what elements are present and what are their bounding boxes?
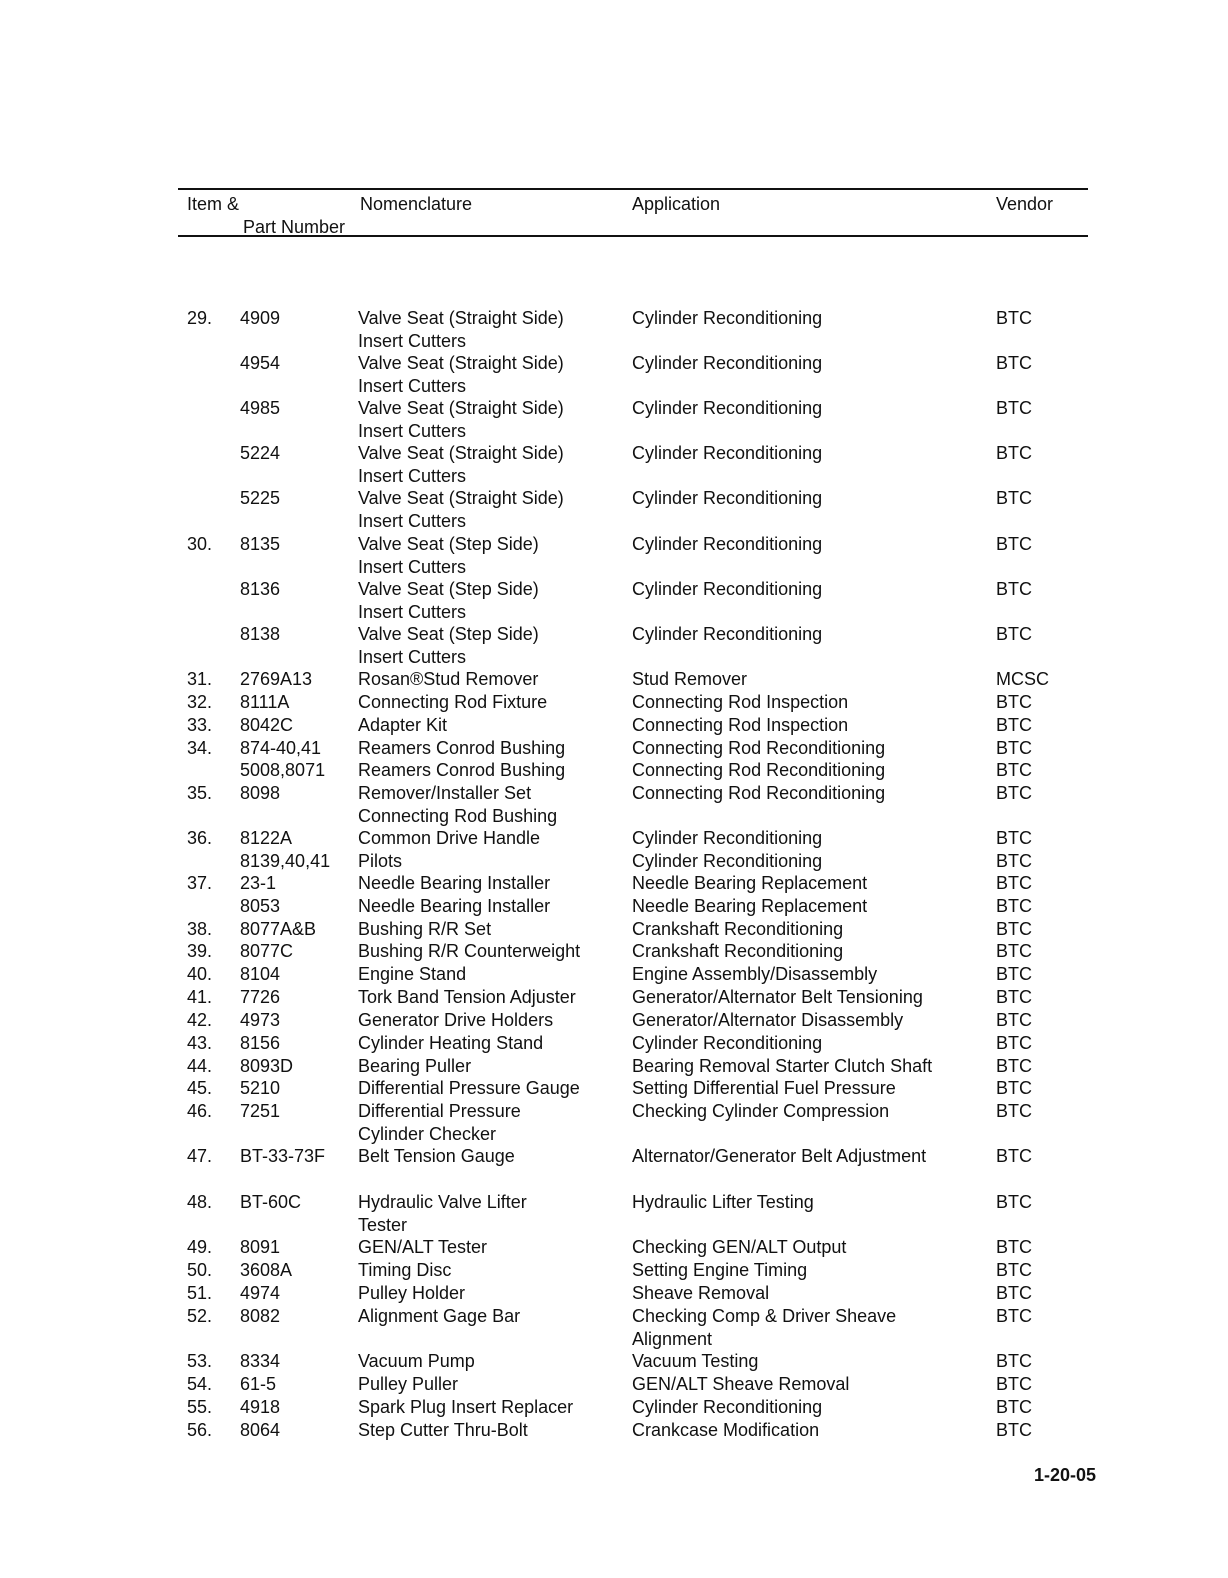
vendor: BTC — [996, 851, 1032, 871]
vendor: BTC — [996, 579, 1032, 599]
part-number: 4954 — [240, 353, 281, 373]
application: Setting Engine Timing — [632, 1260, 808, 1280]
application: Cylinder Reconditioning — [632, 534, 823, 554]
vendor: BTC — [996, 1260, 1032, 1280]
part-number: 5008,8071 — [240, 760, 326, 780]
part-number: 3608A — [240, 1260, 293, 1280]
nomenclature: Reamers Conrod Bushing — [358, 738, 566, 758]
part-number: 23-1 — [240, 873, 277, 893]
nomenclature-continued: Connecting Rod Bushing — [358, 805, 558, 826]
nomenclature: Generator Drive Holders — [358, 1010, 554, 1030]
vendor: BTC — [996, 896, 1032, 916]
vendor: BTC — [996, 1192, 1032, 1212]
header-application-label: Application — [632, 194, 721, 214]
application: Cylinder Reconditioning — [632, 353, 823, 373]
application: Connecting Rod Inspection — [632, 692, 849, 712]
nomenclature: Valve Seat (Straight Side) — [358, 398, 564, 418]
nomenclature: Tork Band Tension Adjuster — [358, 987, 576, 1007]
nomenclature: Valve Seat (Step Side) — [358, 579, 539, 599]
application: Cylinder Reconditioning — [632, 1033, 823, 1053]
item-number: 42. — [187, 1010, 213, 1030]
vendor: BTC — [996, 1101, 1032, 1121]
application: Connecting Rod Reconditioning — [632, 738, 886, 758]
part-number: 8077A&B — [240, 919, 317, 939]
part-number: 4909 — [240, 308, 281, 328]
header-part-label: Part Number — [243, 217, 346, 237]
item-number: 53. — [187, 1351, 213, 1371]
item-number: 52. — [187, 1306, 213, 1326]
nomenclature: Bushing R/R Set — [358, 919, 492, 939]
nomenclature: GEN/ALT Tester — [358, 1237, 488, 1257]
nomenclature: Remover/Installer Set — [358, 783, 532, 803]
item-number: 41. — [187, 987, 213, 1007]
item-number: 47. — [187, 1146, 213, 1166]
part-number: 5210 — [240, 1078, 281, 1098]
vendor: BTC — [996, 488, 1032, 508]
item-number: 39. — [187, 941, 213, 961]
nomenclature-continued: Insert Cutters — [358, 646, 467, 667]
application: Cylinder Reconditioning — [632, 1397, 823, 1417]
vendor: BTC — [996, 353, 1032, 373]
part-number: BT-33-73F — [240, 1146, 326, 1166]
application: Bearing Removal Starter Clutch Shaft — [632, 1056, 933, 1076]
item-number: 48. — [187, 1192, 213, 1212]
vendor: MCSC — [996, 669, 1049, 689]
part-number: 5224 — [240, 443, 281, 463]
nomenclature: Needle Bearing Installer — [358, 873, 551, 893]
vendor: BTC — [996, 1374, 1032, 1394]
nomenclature-continued: Insert Cutters — [358, 465, 467, 486]
part-number: 8138 — [240, 624, 281, 644]
item-number: 54. — [187, 1374, 213, 1394]
part-number: 8139,40,41 — [240, 851, 331, 871]
nomenclature: Bushing R/R Counterweight — [358, 941, 581, 961]
item-number: 37. — [187, 873, 213, 893]
item-number: 43. — [187, 1033, 213, 1053]
nomenclature: Valve Seat (Straight Side) — [358, 353, 564, 373]
application: Crankshaft Reconditioning — [632, 941, 844, 961]
nomenclature: Hydraulic Valve Lifter — [358, 1192, 527, 1212]
part-number: 8156 — [240, 1033, 281, 1053]
vendor: BTC — [996, 760, 1032, 780]
application: Connecting Rod Inspection — [632, 715, 849, 735]
nomenclature: Rosan®Stud Remover — [358, 669, 539, 689]
application: Cylinder Reconditioning — [632, 624, 823, 644]
header-top-rule — [178, 188, 1088, 190]
application: Hydraulic Lifter Testing — [632, 1192, 814, 1212]
item-number: 30. — [187, 534, 213, 554]
item-number: 34. — [187, 738, 213, 758]
item-number: 44. — [187, 1056, 213, 1076]
nomenclature-continued: Tester — [358, 1214, 408, 1235]
vendor: BTC — [996, 624, 1032, 644]
item-number: 29. — [187, 308, 213, 328]
nomenclature: Connecting Rod Fixture — [358, 692, 548, 712]
application: Sheave Removal — [632, 1283, 770, 1303]
vendor: BTC — [996, 1078, 1032, 1098]
application: Cylinder Reconditioning — [632, 579, 823, 599]
part-number: 8122A — [240, 828, 293, 848]
header-nomenclature-label: Nomenclature — [360, 194, 473, 214]
part-number: 61-5 — [240, 1374, 277, 1394]
item-number: 38. — [187, 919, 213, 939]
nomenclature-continued: Insert Cutters — [358, 556, 467, 577]
part-number: 8093D — [240, 1056, 294, 1076]
nomenclature-continued: Insert Cutters — [358, 375, 467, 396]
nomenclature: Valve Seat (Straight Side) — [358, 308, 564, 328]
vendor: BTC — [996, 1237, 1032, 1257]
part-number: 8136 — [240, 579, 281, 599]
nomenclature: Pulley Puller — [358, 1374, 459, 1394]
application: Cylinder Reconditioning — [632, 488, 823, 508]
vendor: BTC — [996, 1397, 1032, 1417]
part-number: 5225 — [240, 488, 281, 508]
item-number: 46. — [187, 1101, 213, 1121]
application: Needle Bearing Replacement — [632, 873, 868, 893]
part-number: 7251 — [240, 1101, 281, 1121]
part-number: 8077C — [240, 941, 294, 961]
application: Cylinder Reconditioning — [632, 308, 823, 328]
page-number: 1-20-05 — [1034, 1465, 1097, 1485]
nomenclature: Spark Plug Insert Replacer — [358, 1397, 574, 1417]
vendor: BTC — [996, 828, 1032, 848]
part-number: 4974 — [240, 1283, 281, 1303]
nomenclature: Differential Pressure Gauge — [358, 1078, 580, 1098]
vendor: BTC — [996, 1010, 1032, 1030]
nomenclature-continued: Insert Cutters — [358, 420, 467, 441]
application: Generator/Alternator Belt Tensioning — [632, 987, 923, 1007]
part-number: 874-40,41 — [240, 738, 322, 758]
application: Cylinder Reconditioning — [632, 398, 823, 418]
item-number: 33. — [187, 715, 213, 735]
nomenclature-continued: Insert Cutters — [358, 601, 467, 622]
vendor: BTC — [996, 308, 1032, 328]
part-number: 7726 — [240, 987, 281, 1007]
nomenclature: Reamers Conrod Bushing — [358, 760, 566, 780]
part-number: BT-60C — [240, 1192, 302, 1212]
nomenclature: Adapter Kit — [358, 715, 448, 735]
application: Needle Bearing Replacement — [632, 896, 868, 916]
nomenclature: Valve Seat (Straight Side) — [358, 488, 564, 508]
part-number: 8098 — [240, 783, 281, 803]
application: Cylinder Reconditioning — [632, 851, 823, 871]
vendor: BTC — [996, 715, 1032, 735]
part-number: 8111A — [240, 692, 290, 712]
application: GEN/ALT Sheave Removal — [632, 1374, 850, 1394]
part-number: 8042C — [240, 715, 294, 735]
item-number: 50. — [187, 1260, 213, 1280]
application: Connecting Rod Reconditioning — [632, 760, 886, 780]
nomenclature: Pilots — [358, 851, 403, 871]
application: Checking Comp & Driver Sheave — [632, 1306, 897, 1326]
nomenclature: Pulley Holder — [358, 1283, 466, 1303]
nomenclature: Cylinder Heating Stand — [358, 1033, 544, 1053]
vendor: BTC — [996, 738, 1032, 758]
nomenclature: Bearing Puller — [358, 1056, 472, 1076]
application: Vacuum Testing — [632, 1351, 759, 1371]
part-number: 8334 — [240, 1351, 281, 1371]
vendor: BTC — [996, 941, 1032, 961]
part-number: 2769A13 — [240, 669, 313, 689]
vendor: BTC — [996, 1056, 1032, 1076]
nomenclature: Valve Seat (Straight Side) — [358, 443, 564, 463]
vendor: BTC — [996, 964, 1032, 984]
application: Stud Remover — [632, 669, 748, 689]
nomenclature: Engine Stand — [358, 964, 467, 984]
part-number: 8053 — [240, 896, 281, 916]
nomenclature: Valve Seat (Step Side) — [358, 624, 539, 644]
application: Checking Cylinder Compression — [632, 1101, 890, 1121]
part-number: 4973 — [240, 1010, 281, 1030]
application-continued: Alignment — [632, 1328, 713, 1349]
part-number: 8082 — [240, 1306, 281, 1326]
nomenclature: Belt Tension Gauge — [358, 1146, 515, 1166]
part-number: 4985 — [240, 398, 281, 418]
nomenclature: Vacuum Pump — [358, 1351, 475, 1371]
vendor: BTC — [996, 919, 1032, 939]
part-number: 8064 — [240, 1420, 281, 1440]
item-number: 51. — [187, 1283, 213, 1303]
nomenclature: Alignment Gage Bar — [358, 1306, 521, 1326]
application: Generator/Alternator Disassembly — [632, 1010, 904, 1030]
item-number: 40. — [187, 964, 213, 984]
vendor: BTC — [996, 783, 1032, 803]
vendor: BTC — [996, 987, 1032, 1007]
application: Connecting Rod Reconditioning — [632, 783, 886, 803]
nomenclature: Needle Bearing Installer — [358, 896, 551, 916]
vendor: BTC — [996, 873, 1032, 893]
vendor: BTC — [996, 1306, 1032, 1326]
part-number: 8104 — [240, 964, 281, 984]
nomenclature: Timing Disc — [358, 1260, 452, 1280]
application: Checking GEN/ALT Output — [632, 1237, 847, 1257]
application: Crankcase Modification — [632, 1420, 820, 1440]
vendor: BTC — [996, 443, 1032, 463]
vendor: BTC — [996, 1033, 1032, 1053]
application: Cylinder Reconditioning — [632, 828, 823, 848]
nomenclature: Differential Pressure — [358, 1101, 521, 1121]
application: Crankshaft Reconditioning — [632, 919, 844, 939]
item-number: 55. — [187, 1397, 213, 1417]
vendor: BTC — [996, 1420, 1032, 1440]
part-number: 8135 — [240, 534, 281, 554]
part-number: 4918 — [240, 1397, 281, 1417]
vendor: BTC — [996, 692, 1032, 712]
nomenclature: Step Cutter Thru-Bolt — [358, 1420, 528, 1440]
application: Engine Assembly/Disassembly — [632, 964, 878, 984]
item-number: 49. — [187, 1237, 213, 1257]
item-number: 45. — [187, 1078, 213, 1098]
item-number: 56. — [187, 1420, 213, 1440]
nomenclature-continued: Cylinder Checker — [358, 1123, 497, 1144]
vendor: BTC — [996, 1283, 1032, 1303]
nomenclature-continued: Insert Cutters — [358, 510, 467, 531]
nomenclature: Valve Seat (Step Side) — [358, 534, 539, 554]
vendor: BTC — [996, 1146, 1032, 1166]
header-bottom-rule — [178, 235, 1088, 237]
vendor: BTC — [996, 1351, 1032, 1371]
part-number: 8091 — [240, 1237, 281, 1257]
application: Cylinder Reconditioning — [632, 443, 823, 463]
application: Setting Differential Fuel Pressure — [632, 1078, 896, 1098]
item-number: 35. — [187, 783, 213, 803]
item-number: 36. — [187, 828, 213, 848]
header-item-label: Item & — [187, 194, 240, 214]
application: Alternator/Generator Belt Adjustment — [632, 1146, 927, 1166]
nomenclature: Common Drive Handle — [358, 828, 541, 848]
vendor: BTC — [996, 534, 1032, 554]
vendor: BTC — [996, 398, 1032, 418]
item-number: 31. — [187, 669, 213, 689]
header-vendor-label: Vendor — [996, 194, 1054, 214]
item-number: 32. — [187, 692, 213, 712]
nomenclature-continued: Insert Cutters — [358, 330, 467, 351]
